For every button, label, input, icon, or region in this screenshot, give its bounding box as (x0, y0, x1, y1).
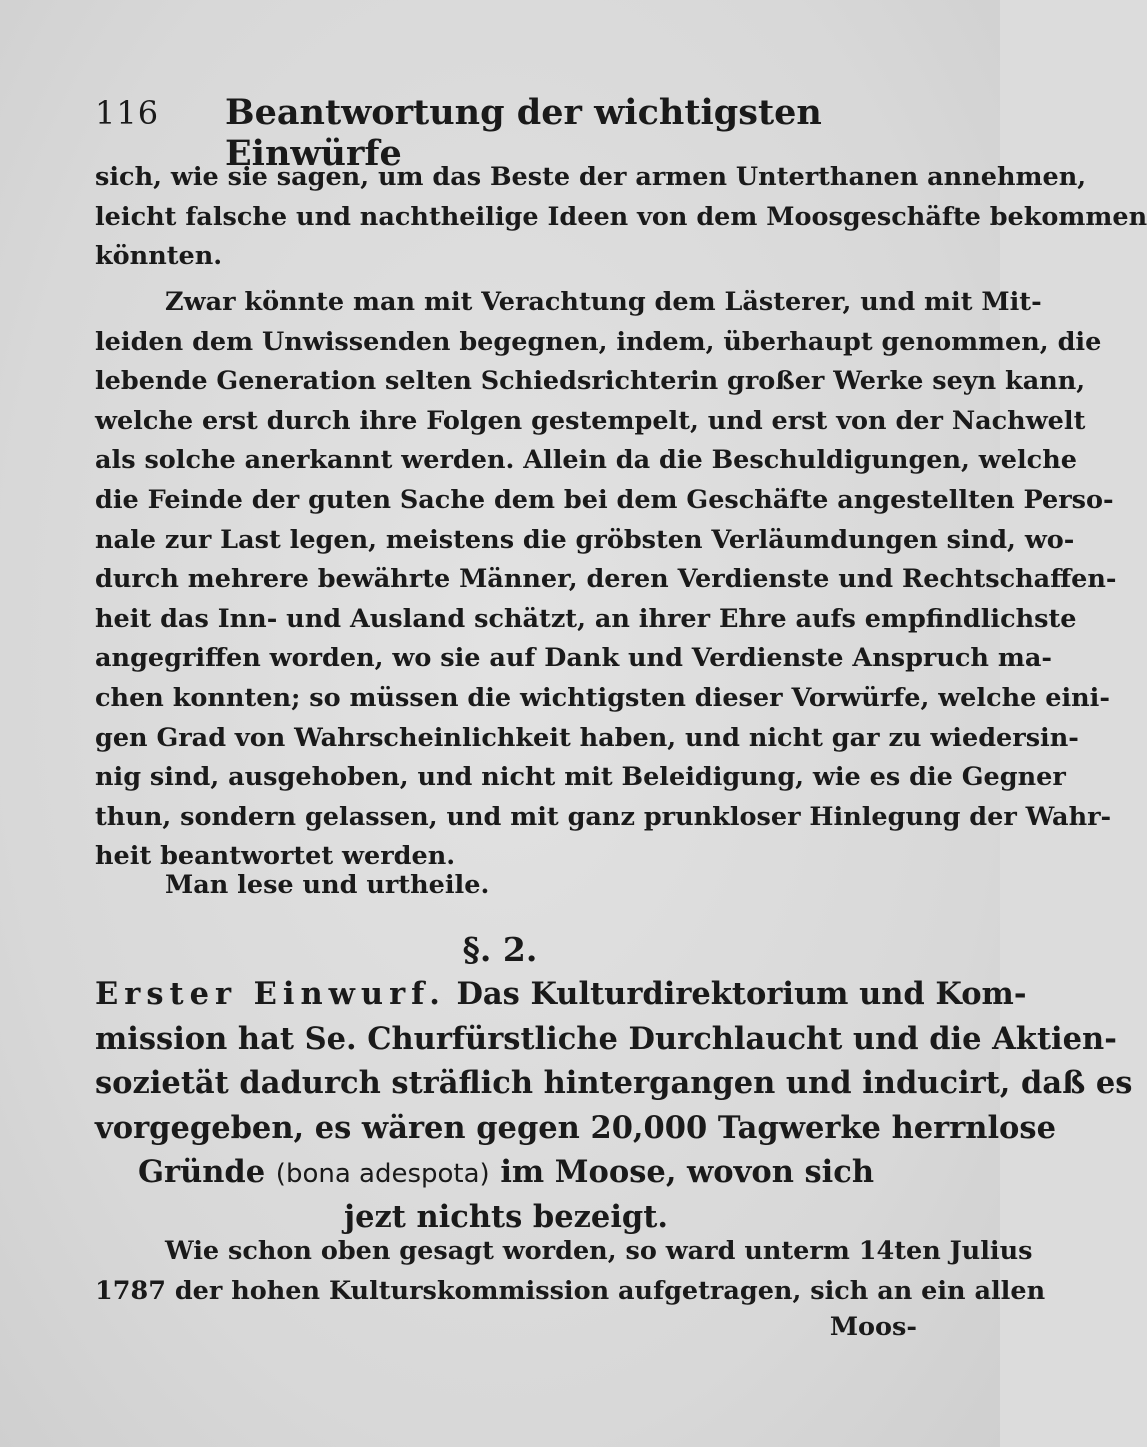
objection-block (95, 972, 1133, 1240)
text-line: gen Grad von Wahrscheinlichkeit haben, und nicht gar zu wiedersin- (95, 722, 1079, 753)
text-line: heit das Inn- und Ausland schätzt, an ihrer Ehre aufs empfindlichste (95, 603, 1077, 634)
objection-line: vorgegeben, es wären gegen 20,000 Tagwerke herrnlose (95, 1109, 1056, 1146)
page-header (95, 88, 925, 174)
paragraph-answer (95, 1232, 1046, 1311)
text-line: könnten. (95, 241, 223, 272)
paragraph-continued (95, 158, 1147, 277)
text-line: chen konnten; so müssen die wichtigsten dieser Vorwürfe, welche eini- (95, 682, 1110, 713)
objection-text: Gründe (137, 1154, 266, 1191)
text-line: sich, wie sie sagen, um das Beste der armen Unterthanen annehmen, (95, 162, 1087, 192)
objection-line: sozietät dadurch sträflich hintergangen und inducirt, daß es (95, 1065, 1133, 1102)
text-line: Man lese und urtheile. (165, 870, 490, 900)
text-line: nig sind, ausgehoben, und nicht mit Beleidigung, wie es die Gegner (95, 762, 1066, 793)
latin-phrase: (bona adespota) (275, 1159, 490, 1190)
objection-line (95, 1150, 917, 1195)
text-line: Wie schon oben gesagt worden, so ward unterm 14ten Julius (165, 1236, 1033, 1266)
paragraph-short (95, 866, 917, 906)
paragraph-main (95, 283, 1117, 877)
section-heading: §. 2. (462, 930, 538, 969)
text-line: Zwar könnte man mit Verachtung dem Lästerer, und mit Mit- (165, 287, 1042, 317)
objection-line: jezt nichts bezeigt. (344, 1198, 668, 1235)
text-line: leiden dem Unwissenden begegnen, indem, überhaupt genommen, die (95, 326, 1102, 357)
text-line: die Feinde der guten Sache dem bei dem Geschäfte angestellten Perso- (95, 484, 1114, 515)
text-line: leicht falsche und nachtheilige Ideen von dem Moosgeschäfte bekommen (95, 201, 1147, 232)
text-line: welche erst durch ihre Folgen gestempelt, und erst von der Nachwelt (95, 405, 1086, 436)
objection-line (95, 972, 1027, 1017)
objection-text: im Moose, wovon sich (500, 1154, 875, 1191)
running-head: Beantwortung der wichtigsten Einwürfe (225, 92, 822, 174)
objection-label: Erster Einwurf. (95, 976, 446, 1012)
text-line: nale zur Last legen, meistens die gröbsten Verläumdungen sind, wo- (95, 524, 1075, 555)
text-line: durch mehrere bewährte Männer, deren Verdienste und Rechtschaffen- (95, 564, 1117, 595)
catchword: Moos- (829, 1312, 917, 1342)
text-line: angegriffen worden, wo sie auf Dank und Verdienste Anspruch ma- (95, 643, 1052, 674)
text-line: 1787 der hohen Kulturskommission aufgetragen, sich an ein allen (95, 1275, 1046, 1306)
text-line: lebende Generation selten Schiedsrichterin großer Werke seyn kann, (95, 366, 1086, 397)
objection-line: mission hat Se. Churfürstliche Durchlaucht und die Aktien- (95, 1020, 1117, 1057)
text-line: heit beantwortet werden. (95, 841, 456, 872)
page-number: 116 (95, 94, 160, 132)
objection-text: Das Kulturdirektorium und Kom- (456, 976, 1027, 1012)
text-line: thun, sondern gelassen, und mit ganz prunkloser Hinlegung der Wahr- (95, 801, 1112, 832)
text-line: als solche anerkannt werden. Allein da die Beschuldigungen, welche (95, 445, 1077, 476)
